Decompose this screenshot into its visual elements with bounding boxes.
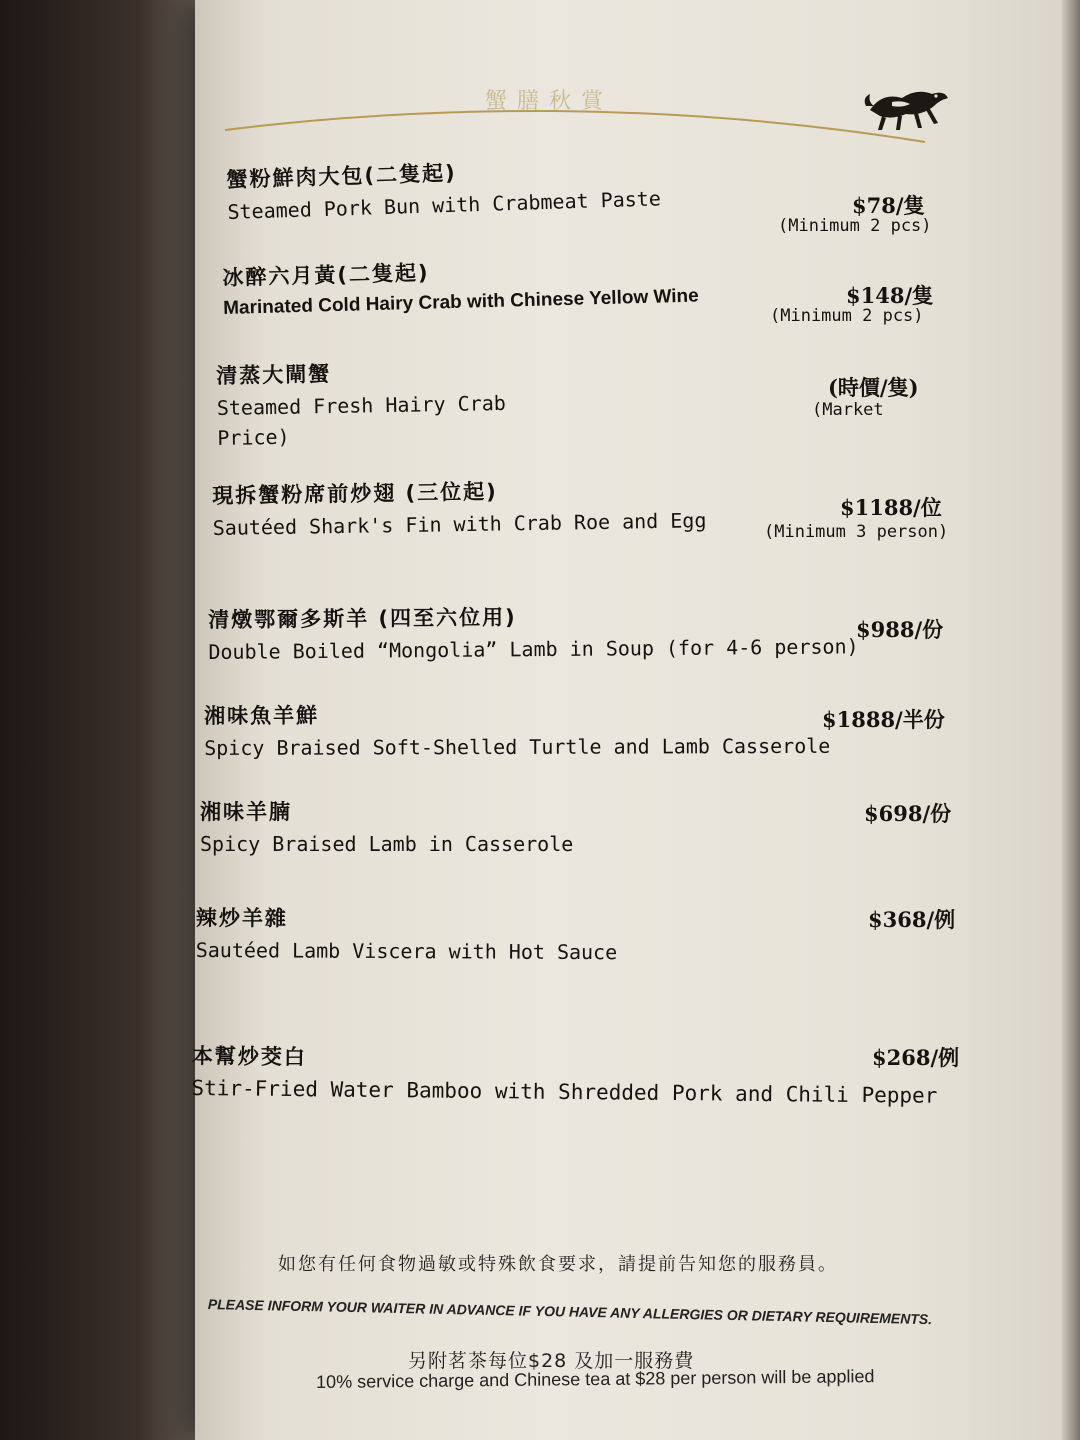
item-chinese-name: 清燉鄂爾多斯羊 (四至六位用): [208, 605, 517, 632]
item-price: $1888/半份: [822, 707, 945, 732]
item-price: (時價/隻): [828, 375, 919, 400]
item-chinese-name: 湘味羊腩: [200, 800, 292, 824]
item-price-note: (Minimum 2 pcs): [770, 306, 924, 326]
item-price: $148/隻: [846, 283, 934, 308]
item-price: $1188/位: [840, 495, 942, 520]
item-chinese-name: 湘味魚羊鮮: [204, 703, 320, 728]
item-price: $368/例: [868, 907, 956, 932]
item-english-name: Marinated Cold Hairy Crab with Chinese Yellow Wine: [222, 285, 699, 319]
gold-rule: [225, 108, 925, 148]
item-english-name: Double Boiled “Mongolia” Lamb in Soup (for 4-6 person): [208, 634, 859, 664]
item-chinese-name: 現拆蟹粉席前炒翅 (三位起): [212, 479, 498, 508]
allergy-notice-chinese: 如您有任何食物過敏或特殊飲食要求，請提前告知您的服務員。: [278, 1254, 838, 1275]
service-charge-chinese: 另附茗茶每位$28 及加一服務費: [408, 1350, 695, 1372]
item-chinese-name: 清蒸大閘蟹: [216, 361, 332, 388]
menu-item: [212, 472, 707, 540]
qilin-emblem-icon: [862, 80, 952, 132]
item-chinese-name: 冰醉六月黃(二隻起): [222, 260, 430, 290]
item-price-note: (Market: [812, 400, 884, 420]
service-charge-english: 10% service charge and Chinese tea at $28 per person will be applied: [316, 1366, 875, 1392]
item-english-name-continued: Price): [217, 424, 290, 450]
item-price: $698/份: [864, 801, 952, 826]
menu-item: [196, 902, 618, 964]
item-price: $268/例: [872, 1045, 960, 1070]
item-price: $988/份: [856, 617, 944, 642]
menu-item: [191, 1040, 938, 1108]
menu-item: [204, 698, 830, 760]
item-chinese-name: 本幫炒茭白: [191, 1043, 307, 1070]
item-english-name: Steamed Pork Bun with Crabmeat Paste: [227, 186, 662, 224]
item-english-name: Spicy Braised Lamb in Casserole: [200, 832, 574, 856]
page-edge: [1062, 0, 1080, 1440]
allergy-notice-english: PLEASE INFORM YOUR WAITER IN ADVANCE IF YOU HAVE ANY ALLERGIES OR DIETARY REQUIREMENTS.: [207, 1296, 933, 1328]
item-english-name: Sautéed Lamb Viscera with Hot Sauce: [195, 937, 618, 965]
item-price: $78/隻: [852, 193, 925, 218]
menu-item: [216, 355, 507, 450]
item-english-name: Sautéed Shark's Fin with Crab Roe and Egg: [212, 508, 707, 540]
item-price-note: (Minimum 3 person): [764, 522, 949, 542]
item-english-name: Spicy Braised Soft-Shelled Turtle and Lamb Casserole: [204, 733, 831, 760]
item-english-name: Stir-Fried Water Bamboo with Shredded Pork and Chili Pepper: [191, 1075, 938, 1108]
menu-section-title: 蟹膳秋賞: [485, 89, 614, 114]
item-chinese-name: 蟹粉鮮肉大包(二隻起): [226, 160, 457, 192]
item-price-note: (Minimum 2 pcs): [778, 216, 932, 236]
item-english-name: Steamed Fresh Hairy Crab: [216, 390, 506, 420]
menu-item: [200, 796, 573, 856]
item-chinese-name: 辣炒羊雜: [195, 905, 288, 931]
menu-item: [208, 598, 859, 664]
